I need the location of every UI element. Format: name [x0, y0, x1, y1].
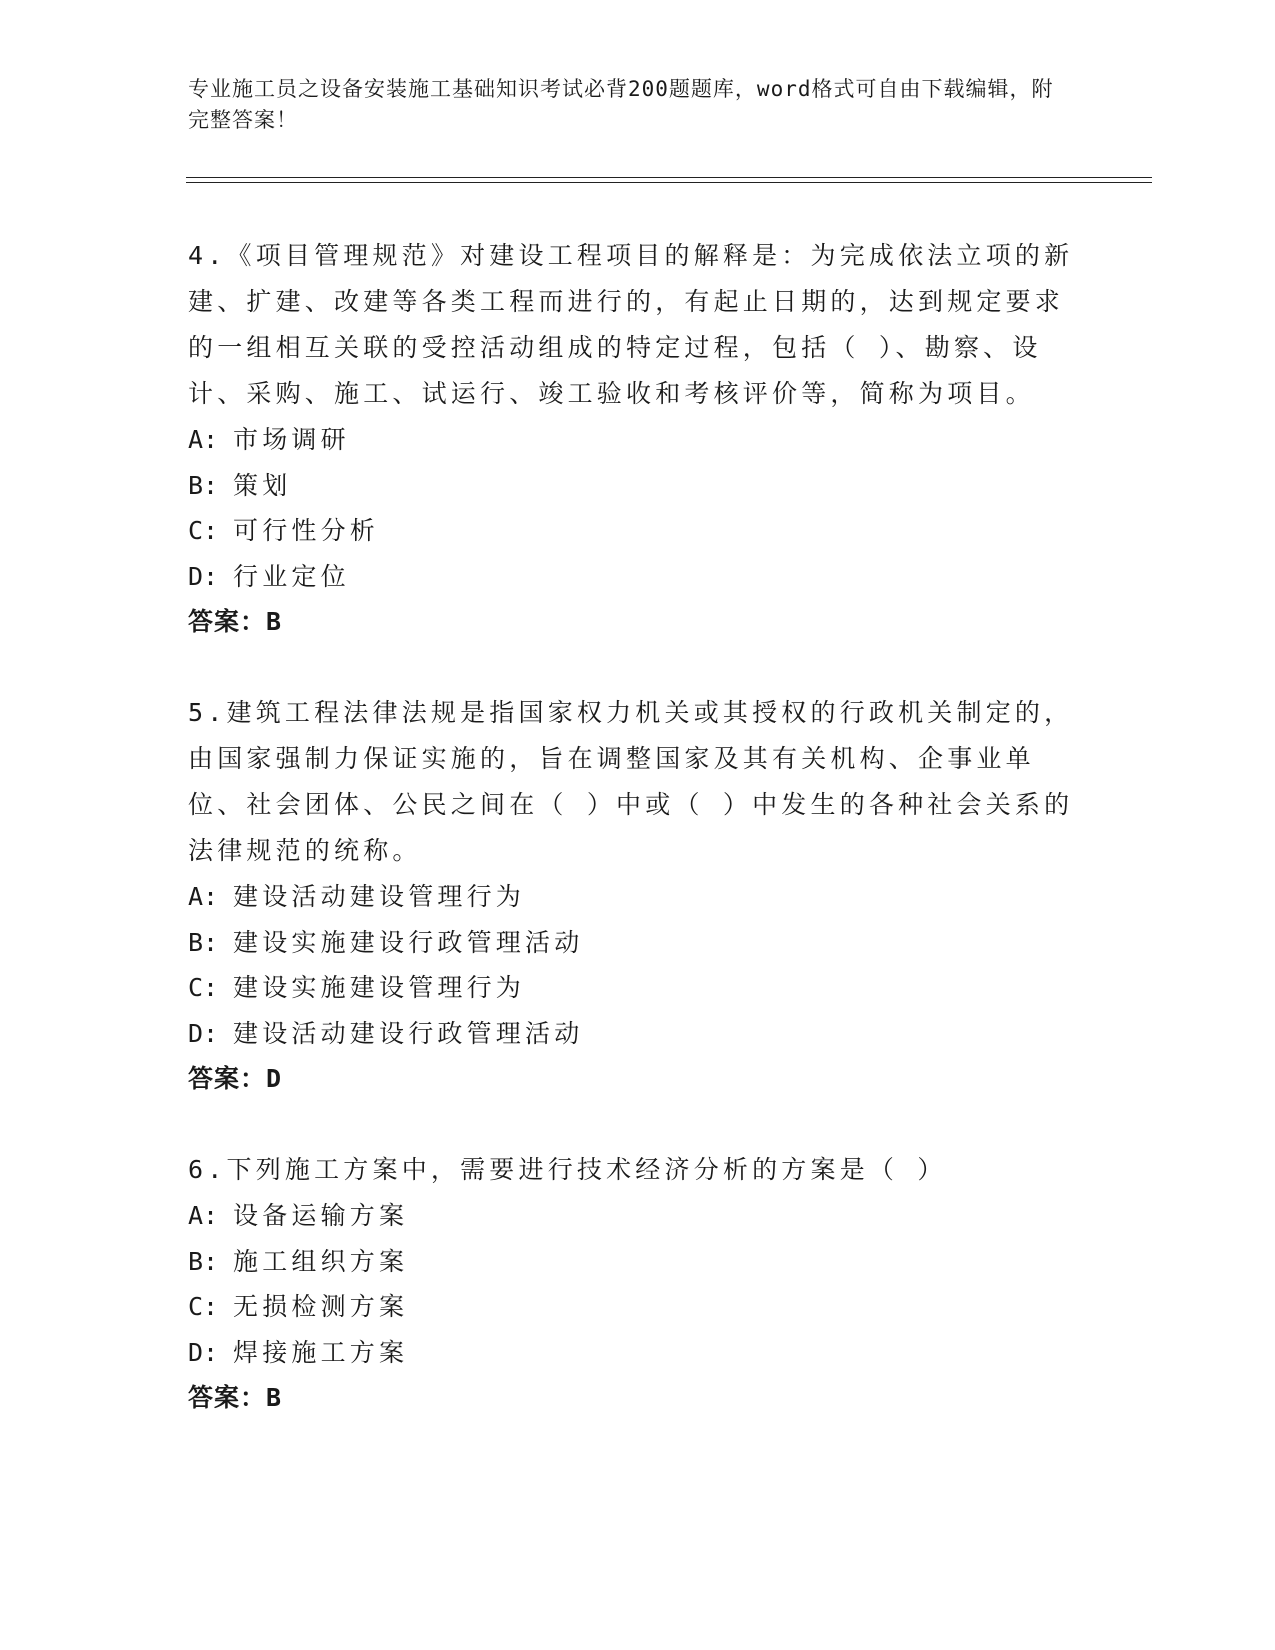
answer-line	[188, 599, 1088, 645]
question-6	[188, 1147, 1088, 1421]
option-letter: C:	[188, 1292, 219, 1321]
question-5	[188, 690, 1088, 1102]
option-letter: A:	[188, 882, 219, 911]
option-text: 行业定位	[233, 561, 350, 591]
header-title: 专业施工员之设备安装施工基础知识考试必背200题题库，word格式可自由下载编辑，附完整答案！	[188, 77, 1054, 132]
option-letter: B:	[188, 1246, 219, 1276]
option-text: 施工组织方案	[233, 1246, 409, 1276]
answer-line	[188, 1375, 1088, 1421]
option-c	[188, 965, 1088, 1011]
option-text: 建设实施建设行政管理活动	[233, 927, 584, 957]
option-letter: B:	[188, 470, 219, 500]
option-c	[188, 508, 1088, 554]
option-text: 无损检测方案	[233, 1292, 409, 1321]
option-b	[188, 1239, 1088, 1285]
option-letter: D:	[188, 1337, 219, 1367]
question-text: 6.下列施工方案中，需要进行技术经济分析的方案是（ ）	[188, 1155, 947, 1184]
answer-label: 答案：	[188, 1064, 267, 1093]
option-letter: C:	[188, 973, 219, 1002]
option-d	[188, 554, 1088, 600]
answer-value: B	[266, 607, 283, 636]
question-text: 4.《项目管理规范》对建设工程项目的解释是：为完成依法立项的新建、扩建、改建等各类工程而进行的，有起止日期的，达到规定要求的一组相互关联的受控活动组成的特定过程，包括（ ）、勘察、设计、采购、施工、试运行、竣工验收和考核评价等，简称为项目。	[188, 241, 1074, 408]
document-header	[188, 74, 1068, 136]
option-a	[188, 874, 1088, 920]
header-divider-top	[186, 177, 1152, 178]
option-letter: A:	[188, 1201, 219, 1230]
answer-value: D	[266, 1064, 283, 1093]
option-letter: C:	[188, 516, 219, 545]
option-c	[188, 1284, 1088, 1330]
answer-label: 答案：	[188, 1383, 267, 1412]
option-text: 建设实施建设管理行为	[233, 973, 526, 1002]
option-letter: D:	[188, 561, 219, 591]
option-letter: B:	[188, 927, 219, 957]
option-text: 设备运输方案	[233, 1201, 409, 1230]
question-4	[188, 233, 1088, 645]
option-d	[188, 1330, 1088, 1376]
option-text: 焊接施工方案	[233, 1337, 409, 1367]
option-b	[188, 463, 1088, 509]
option-text: 策划	[233, 470, 292, 500]
option-a	[188, 417, 1088, 463]
option-letter: D:	[188, 1018, 219, 1048]
option-text: 建设活动建设管理行为	[233, 882, 526, 911]
question-text: 5.建筑工程法律法规是指国家权力机关或其授权的行政机关制定的，由国家强制力保证实施的，旨在调整国家及其有关机构、企事业单位、社会团体、公民之间在（ ）中或（ ）中发生的各种社会关系的法律规范的统称。	[188, 698, 1074, 865]
option-text: 市场调研	[233, 425, 350, 454]
option-d	[188, 1011, 1088, 1057]
header-divider-bottom	[186, 182, 1152, 183]
option-text: 建设活动建设行政管理活动	[233, 1018, 584, 1048]
answer-value: B	[266, 1383, 283, 1412]
option-text: 可行性分析	[233, 516, 380, 545]
answer-label: 答案：	[188, 607, 267, 636]
answer-line	[188, 1056, 1088, 1102]
option-letter: A:	[188, 425, 219, 454]
option-b	[188, 920, 1088, 966]
option-a	[188, 1193, 1088, 1239]
